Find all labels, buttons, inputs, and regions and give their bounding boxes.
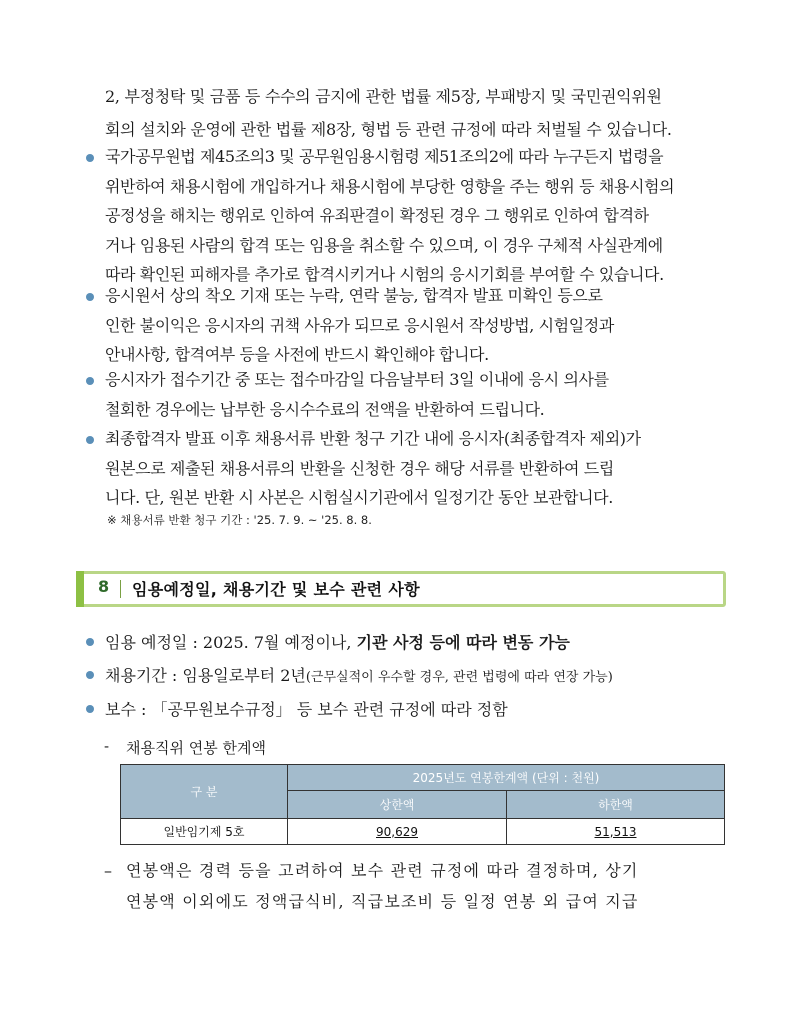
table-header-category: 구 분 [121,765,288,819]
bullet-line: 인한 불이익은 응시자의 귀책 사유가 되므로 응시원서 작성방법, 시험일정과 [105,315,614,335]
salary-footnote [104,855,729,917]
salary-limit-table [120,764,725,845]
bullet-line: 철회한 경우에는 납부한 응시수수료의 전액을 반환하여 드립니다. [105,399,545,419]
bullet-dot-icon [86,293,94,301]
intro-line: 회의 설치와 운영에 관한 법률 제8장, 형법 등 관련 규정에 따라 처벌될 수 있습니다. [105,120,672,139]
sub-item-text: 채용직위 연봉 한계액 [126,739,266,757]
section-title: 임용예정일, 채용기간 및 보수 관련 사항 [132,580,420,599]
bullet-line: 최종합격자 발표 이후 채용서류 반환 청구 기간 내에 응시자(최종합격자 제외)가 [105,429,641,448]
bullet-line: 니다. 단, 원본 반환 시 사본은 시험실시기관에서 일정기간 동안 보관합니다. [105,488,613,507]
bullet-document-return [86,424,726,513]
bullet-fee-refund [86,365,726,424]
bullet-line: 따라 확인된 피해자를 추가로 합격시키거나 시험의 응시기회를 부여할 수 있습니다. [105,265,664,284]
bullet-dot-icon [86,377,94,385]
bullet-dot-icon [86,638,94,646]
appointment-text: 임용 예정일 : 2025. 7월 예정이나, [105,633,357,652]
bullet-disqualification [86,142,726,290]
table-cell-upper-value: 90,629 [288,819,507,845]
return-period-note: ※ 채용서류 반환 청구 기간 : '25. 7. 9. ~ '25. 8. 8. [107,513,372,527]
bullet-dot-icon [86,671,94,679]
period-text: 채용기간 : 임용일로부터 2년 [105,666,306,685]
table-header-lower: 하한액 [507,791,725,819]
bullet-line: 공정성을 해치는 행위로 인하여 유죄판결이 확정된 경우 그 행위로 인하여 합격하 [105,206,649,225]
table-header-upper: 상한액 [288,791,507,819]
bullet-dot-icon [86,705,94,713]
intro-paragraph [105,80,727,146]
table-cell-lower-value: 51,513 [507,819,725,845]
footnote-line: 연봉액 이외에도 정액급식비, 직급보조비 등 일정 연봉 외 급여 지급 [126,892,639,911]
bullet-line: 응시원서 상의 착오 기재 또는 누락, 연락 불능, 합격자 발표 미확인 등으로 [105,286,603,305]
table-cell-position: 일반임기제 5호 [121,819,288,845]
bullet-line: 원본으로 제출된 채용서류의 반환을 신청한 경우 해당 서류를 반환하여 드립 [105,458,614,478]
section-number: 8 [98,577,110,596]
period-note: (근무실적이 우수할 경우, 관련 법령에 따라 연장 가능) [305,670,613,685]
salary-text: 보수 : 「공무원보수규정」 등 보수 관련 규정에 따라 정함 [105,700,508,719]
section-header [76,571,726,607]
section-divider [120,580,121,598]
dash-mark: – [104,861,114,880]
table-header-group: 2025년도 연봉한계액 (단위 : 천원) [288,765,725,791]
footnote-line: 연봉액은 경력 등을 고려하여 보수 관련 규정에 따라 결정하며, 상기 [126,861,639,880]
bullet-application-errors [86,281,726,370]
bullet-line: 안내사항, 합격여부 등을 사전에 반드시 확인해야 합니다. [105,345,489,364]
dash-mark: - [104,737,110,755]
bullet-dot-icon [86,154,94,162]
bullet-line: 응시자가 접수기간 중 또는 접수마감일 다음날부터 3일 이내에 응시 의사를 [105,370,609,389]
appointment-emphasis: 기관 사정 등에 따라 변동 가능 [356,633,570,652]
bullet-line: 위반하여 채용시험에 개입하거나 채용시험에 부당한 영향을 주는 행위 등 채용시험의 [105,176,675,196]
bullet-line: 국가공무원법 제45조의3 및 공무원임용시험령 제51조의2에 따라 누구든지 법령을 [105,147,664,166]
bullet-line: 거나 임용된 사람의 합격 또는 임용을 취소할 수 있으며, 이 경우 구체적 사실관계에 [105,235,663,255]
table-row [121,819,725,845]
section-header-accent [76,571,84,607]
intro-line: 2, 부정청탁 및 금품 등 수수의 금지에 관한 법률 제5장, 부패방지 및 국민권익위원 [105,87,662,106]
bullet-dot-icon [86,436,94,444]
